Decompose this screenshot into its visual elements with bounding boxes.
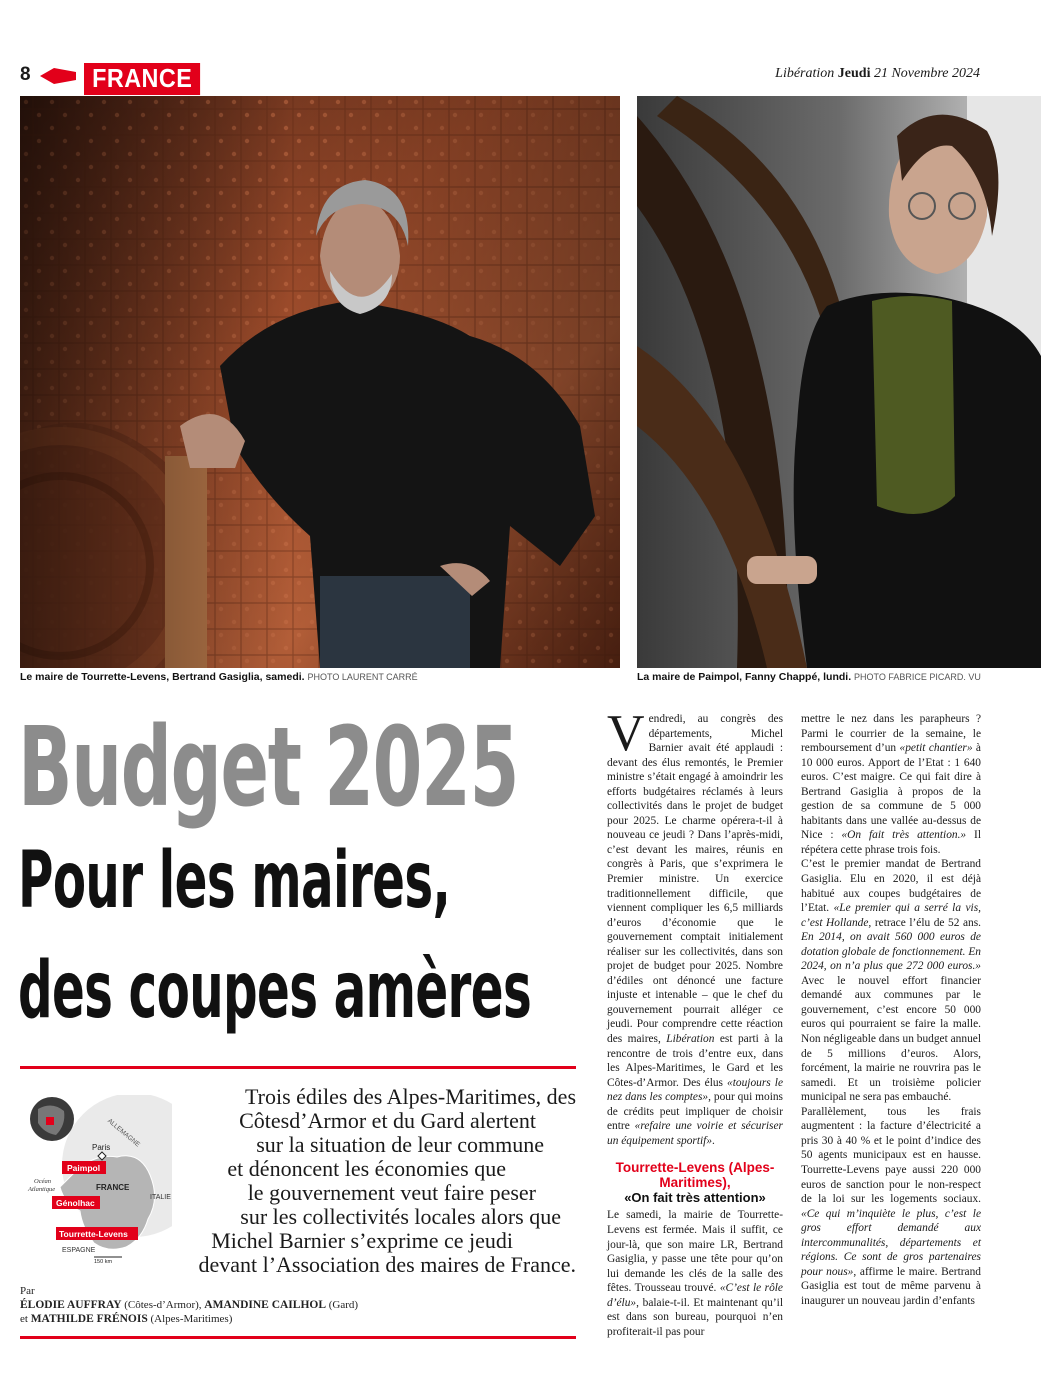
map-scale: 150 km [94,1259,113,1265]
article-paragraph [801,1105,981,1309]
byline [20,1284,358,1326]
map-label-ocean: Océan [34,1178,51,1185]
text-run: C’est le premier mandat de Bertrand Gasiglia. Elu en 2020, il est déjà habitué aux coupes budgétaires de l’Etat. [801,858,981,915]
quote: En 2014, on avait 560 000 euros de dotation globale de fonctionnement. En 2024, on n’a plus que 272 000 euros.» [801,931,982,973]
headline-kicker: Budget 2025 [18,703,519,831]
quote: «C’est le rôle d’élu» [607,1282,783,1309]
author-region: (Alpes-Maritimes) [150,1313,233,1325]
map-label-allemagne: ALLEMAGNE [106,1117,141,1149]
section-tag[interactable]: FRANCE [84,63,200,95]
headline-line-1: Pour les maires, [18,836,451,926]
caption-right-text: La maire de Paimpol, Fanny Chappé, lundi. [637,671,852,683]
text-run: Parallèlement, tous les frais augmentent : la facture d’électricité a pris 30 à 40 % et le point d’indice des 50 agents municipaux est en hausse. Tourrette-Levens paye aussi 220 000 euros de sanction pour le non-respect de la loi sur les logements sociaux. [801,1105,981,1206]
text-run: , pour qui moins de crédits peut impliquer de choisir entre [607,1091,783,1133]
photo-mayor-paimpol [637,96,1041,668]
quote: «Ce qui m’inquiète le plus, c’est le gros effort demandé aux intercommunalités, départements et régions. Ce sont de gros partenaires pour nous» [801,1207,981,1278]
subheading-quote: «On fait très attention» [624,1190,766,1206]
text-run: , balaie-t-il. Et maintenant qu’il est dans son bureau, pourquoi n’en profiterait-il pas pour [607,1296,783,1338]
divider-top [20,1066,576,1069]
caption-right-credit: PHOTO FABRICE PICARD. VU [854,672,981,682]
author-region: (Gard) [328,1299,359,1311]
author-name[interactable]: ÉLODIE AUFFRAY [20,1299,122,1311]
issue-date: 21 Novembre 2024 [873,66,980,81]
subheading [607,1160,783,1205]
author-name[interactable]: AMANDINE CAILHOL [204,1299,327,1311]
quote: «On fait très attention.» [841,829,967,842]
publication-mention: Libération [666,1033,715,1046]
text-run: , affirme le maire. Bertrand Gasiglia est tout de même parvenu à inaugurer un nouveau jardin d’enfants [801,1265,981,1307]
drop-cap: V [607,705,645,762]
subheading-place: Tourrette-Levens (Alpes-Maritimes), [615,1160,775,1191]
article-paragraph [801,857,981,1104]
map-label-atlantique: Atlantique [28,1186,56,1193]
text-run: mettre le nez dans les parapheurs ? Parmi le courrier de la semaine, le remboursement d’un [801,713,981,755]
article-column-2 [801,712,981,1308]
photo-caption-left [20,671,418,683]
article-paragraph [607,1208,783,1339]
article-column-1 [607,705,783,1339]
author-name[interactable]: MATHILDE FRÉNOIS [30,1313,148,1325]
caption-left-text: Le maire de Tourrette-Levens, Bertrand Gasiglia, samedi. [20,671,305,683]
headline-line-2: des coupes amères [18,946,532,1036]
quote: «Le premier qui a serré la vis, c’est Hollande, [801,902,981,929]
text-run: Le samedi, la mairie de Tourrette-Levens est fermée. Mais il suffit, ce jour-là, que son maire LR, Bertrand Gasiglia, y passe une tête pour qu’on lui demande les clés de la salle des fêtes. Trousseau trouvé. [607,1209,783,1295]
standfirst-line: Côtesd’Armor et du Gard alertent [239,1108,536,1133]
standfirst-line: et dénoncent les économies que [227,1156,506,1181]
map-label-italie: ITALIE [150,1194,171,1201]
text-run: endredi, au congrès des départements, Michel Barnier avait été applaudi : devant des élus remontés, le Premier ministre s’était engagé à amoindrir les efforts budgétaires réclamés à leurs collectivités dans le projet de budget pour 2025. Le charme opérera-t-il à nouveau ce jeudi ? Dans l’après-midi, c’est devant les maires, réunis en congrès à Paris, que s’exprimera le Premier ministre. Un exercice traditionnellement difficile, que viennent compliquer les 6,5 milliards d’euros d’économie que le gouvernement comptait initialement réaliser sur les collectivités, dans son projet de budget pour 2025. Nombre d’édiles ont dénoncé une facture injuste et intenable – que le chef du gouvernement pourrait alléger ce jeudi. Pour comprendre cette réaction des maires, [607,713,783,1046]
masthead [775,66,980,82]
text-run: retrace l’élu de 52 ans. [871,916,981,929]
quote: «refaire une voirie et sécuriser un équipement sportif» [607,1120,783,1147]
caption-left-credit: PHOTO LAURENT CARRÉ [307,672,418,682]
standfirst-line: devant l’Association des maires de France. [198,1252,576,1277]
issue-day: Jeudi [837,66,871,81]
photo-caption-right [637,671,981,683]
article-paragraph [607,705,783,1148]
photo-mayor-tourrette-levens [20,96,620,668]
standfirst-line: sur la situation de leur commune [256,1132,544,1157]
standfirst-line: Trois édiles des Alpes-Maritimes, des [245,1084,576,1109]
standfirst-line: Michel Barnier s’exprime ce jeudi [211,1228,513,1253]
standfirst-line: le gouvernement veut faire peser [247,1180,536,1205]
byline-et: et [20,1313,28,1325]
article-paragraph [801,712,981,857]
map-label-paris: Paris [92,1143,111,1152]
map-town-tourrette-levens: Tourrette-Levens [59,1229,128,1239]
section-arrow-icon [40,68,76,84]
quote: «petit chantier» [899,742,973,755]
publication-name: Libération [775,66,835,81]
text-run: Avec le nouvel effort financier demandé aux communes par le gouvernement, c’est encore 50 000 euros qui pourraient se faire la malle. Non négligeable dans un budget annuel de 5 millions d’euros. Alors, forcément, la mairie ne rouvrira pas le samedi. Et un troisième policier municipal ne sera pas embauché. [801,974,981,1104]
text-run: . [712,1134,715,1147]
page-number: 8 [20,64,31,85]
text-run: à 10 000 euros. Apport de l’Etat : 1 640 euros. C’est maigre. Ce qui fait dire à Bertrand Gasiglia à propos de la gestion de sa commune de 5 000 habitants dans une vallée au-dessus de Nice : [801,742,981,842]
quote: «toujours le nez dans les comptes» [607,1076,783,1104]
standfirst-line: sur les collectivités locales alors que [240,1204,561,1229]
standfirst [120,1085,576,1277]
author-region: (Côtes-d’Armor), [124,1299,202,1311]
map-town-paimpol: Paimpol [67,1163,101,1173]
map-label-espagne: ESPAGNE [62,1247,96,1254]
map-town-genolhac: Génolhac [56,1198,95,1208]
text-run: est parti à la rencontre de trois d’entre eux, dans les Alpes-Maritimes, le Gard et les Côtes-d’Armor. Des élus [607,1033,783,1089]
text-run: Il répétera cette phrase trois fois. [801,829,981,856]
divider-bottom [20,1336,576,1339]
map-label-france: FRANCE [96,1183,130,1192]
byline-par: Par [20,1285,35,1297]
